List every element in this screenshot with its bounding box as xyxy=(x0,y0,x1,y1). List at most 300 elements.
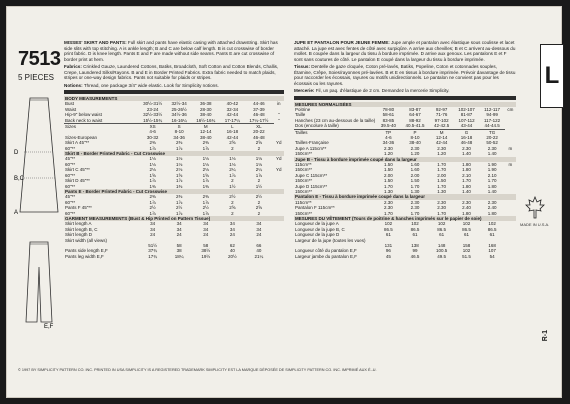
table-cell: 2 xyxy=(257,199,261,205)
table-cell: 8-10 xyxy=(410,134,420,140)
table-cell: 1⅛ xyxy=(255,156,263,162)
table-cell: 2⅛ xyxy=(202,167,209,173)
table-cell: 17¾ xyxy=(148,253,157,259)
table-cell: Yd xyxy=(276,167,282,173)
table-cell: 86.5 xyxy=(437,226,447,232)
table-cell: 71-76 xyxy=(435,112,448,118)
garment-measurement-row xyxy=(294,254,516,259)
table-cell: 60"** xyxy=(65,199,76,205)
table-cell: Largeur de la jupe (toutes les vues) xyxy=(295,237,366,243)
en-notions: Thread, one package 3/4" wide elastic. Look for Simplicity notions. xyxy=(83,82,219,88)
table-cell: Yd xyxy=(276,156,282,162)
table-cell: 62 xyxy=(229,242,235,248)
table-cell: 1.80 xyxy=(462,161,471,167)
table-cell: 99 xyxy=(412,248,418,254)
table-cell: Pants F 45"** xyxy=(65,205,92,211)
table-cell: Largeur jambe du pantalon E,F xyxy=(295,253,358,259)
table-cell: 1.40 xyxy=(487,189,497,194)
table-cell: 16½-16¾ xyxy=(196,117,216,123)
table-cell: 2⅛ xyxy=(149,167,156,173)
table-cell: 46-48 xyxy=(253,112,265,118)
table-cell: Skirt length B, C xyxy=(65,226,98,232)
table-cell: 34 xyxy=(203,221,209,227)
table-cell: 34 xyxy=(176,221,182,227)
table-cell: 61 xyxy=(412,232,418,238)
table-cell: Longueur côté du pantalon E,F xyxy=(295,248,357,254)
side-code: R-1 xyxy=(542,330,549,342)
table-cell: 42-42.5 xyxy=(434,123,450,129)
table-cell: 32½-33½ xyxy=(143,112,163,118)
table-cell: 2⅜ xyxy=(176,140,183,146)
garment-line-drawings xyxy=(14,92,64,332)
table-cell: 115cm** xyxy=(295,199,312,205)
body-measurement-row xyxy=(64,118,284,124)
table-cell: 1.80 xyxy=(462,183,471,189)
table-cell: 1⅞ xyxy=(202,145,209,151)
fr-mercerie: Fil, un paq. d'élastique de 2 cm. Demandez la mercerie Simplicity. xyxy=(315,88,450,93)
table-cell: 1⅜ xyxy=(149,183,156,189)
table-cell: 1.70 xyxy=(437,167,447,173)
table-cell: 61 xyxy=(489,232,495,238)
table-cell: 86.5 xyxy=(462,226,471,232)
fr-yardage-table xyxy=(294,102,516,260)
table-cell xyxy=(505,254,516,259)
table-cell: Bust xyxy=(65,101,75,107)
table-cell: 17-17¼ xyxy=(224,117,240,123)
table-cell: 2.30 xyxy=(437,199,447,205)
table-cell: 2 xyxy=(257,210,261,216)
table-cell: 34 xyxy=(203,226,209,232)
table-cell: 100.5 xyxy=(436,248,448,254)
table-cell: 1⅛ xyxy=(176,156,183,162)
fr-tissus-label: Tissus: xyxy=(294,64,310,69)
table-cell: 17¼-17½ xyxy=(249,117,269,123)
table-cell: 60"** xyxy=(65,210,76,216)
table-cell: 38-40 xyxy=(409,140,421,146)
table-cell: m xyxy=(508,161,513,167)
table-cell: 36-38 xyxy=(200,101,212,107)
table-cell: 4-6 xyxy=(385,134,392,140)
table-cell: 58 xyxy=(176,242,182,248)
table-cell: 39.5-40 xyxy=(380,123,396,129)
table-cell: 96 xyxy=(385,248,391,254)
table-cell: 1⅞ xyxy=(255,172,263,178)
french-column xyxy=(294,40,516,259)
table-cell: 49.5 xyxy=(437,253,447,259)
table-cell: 2 xyxy=(231,178,234,184)
table-cell: 34 xyxy=(176,226,182,232)
table-cell: in xyxy=(277,101,281,107)
table-cell: 1.50 xyxy=(383,161,393,167)
table-cell: Sizes xyxy=(64,124,138,130)
table-cell: 2.30 xyxy=(437,145,447,151)
table-cell: 83-87 xyxy=(409,106,421,112)
table-cell: 2⅜ xyxy=(202,194,209,200)
table-cell: Pantalon F 115cm** xyxy=(295,205,335,211)
table-cell: 1.80 xyxy=(487,183,497,189)
table-cell: 1½ xyxy=(255,183,263,189)
table-cell: 2½ xyxy=(202,205,209,211)
table-cell: Longueur de la jupe A xyxy=(295,221,339,227)
en-description: Full skirt and pants have elastic casing with attached drawstring. Skirt has side slits with top stitching. A is ankle length; B and C are below calf length. B is cut crosswise of border print fabric. D is knee length. Pants E and F are made without side seams. Pants E are cut crosswise of border print at hem. xyxy=(64,40,278,62)
table-cell: Skirt C 45"** xyxy=(65,167,90,173)
table-cell: 2⅝ xyxy=(229,205,236,211)
table-cell: 15½-15¾ xyxy=(143,117,163,123)
table-cell: 44-46 xyxy=(253,101,265,107)
table-cell: 83-85 xyxy=(382,117,395,123)
table-cell: 1⅞ xyxy=(176,199,183,205)
section-band-label: Skirt B - Border Printed Fabric - Cut Crosswise xyxy=(64,151,284,156)
table-cell: 61 xyxy=(385,232,391,238)
table-cell: Skirt A 45"** xyxy=(65,140,90,146)
table-cell: 34 xyxy=(256,226,262,232)
table-cell: 2.00 xyxy=(410,172,420,178)
table-cell: Jupe A 115cm** xyxy=(295,145,327,151)
table-cell: 86.5 xyxy=(410,226,420,232)
table-cell: 50-52 xyxy=(486,140,498,146)
fr-title: JUPE ET PANTALON POUR JEUNE FEMME: xyxy=(294,40,390,45)
table-cell: 20-22 xyxy=(253,129,265,135)
table-cell: 1⅞ xyxy=(202,178,209,184)
table-cell: 1.70 xyxy=(383,183,393,189)
table-cell: 2¼ xyxy=(255,167,263,173)
table-cell: 64-67 xyxy=(409,112,421,118)
table-cell: 60"** xyxy=(65,145,76,151)
table-cell: 1.50 xyxy=(383,167,393,173)
table-cell: 45 xyxy=(385,253,391,259)
table-cell: 1.60 xyxy=(410,161,420,167)
table-cell: 12-14 xyxy=(435,134,448,140)
table-cell: 1⅝ xyxy=(149,172,156,178)
table-cell: 107 xyxy=(488,248,496,254)
table-cell: 102 xyxy=(411,221,419,227)
fr-description: Jupe ample et pantalon avec élastique sous coulisse et lacet attaché. La jupe est avec fentes de côté avec surpiqûre. A arrive aux chevilles; B et C arrivent au-dessous du mollet. B coupée dans la largeur du tissu à bordure imprimée. D arrive aux genoux. Les pantalons E et F sont sans coutures de côté. Le pantalon E coupé dans la largeur du tissu à bordure imprimée. xyxy=(294,40,516,62)
table-cell: 34-36 xyxy=(173,134,185,140)
table-cell: 102-107 xyxy=(458,106,475,112)
table-cell: 131 xyxy=(384,243,393,249)
table-cell: 102 xyxy=(462,248,471,254)
table-cell: Skirt length A xyxy=(65,221,92,227)
view-label-ef: E,F xyxy=(44,324,54,330)
table-cell: 1⅞ xyxy=(202,199,209,205)
table-cell: 20-22 xyxy=(486,134,498,140)
section-band-label: Jupe B - Tissu à bordure imprimée coupé dans la largeur xyxy=(294,157,516,162)
table-cell: 1⅞ xyxy=(149,210,156,216)
table-cell: Pants side length E,F xyxy=(65,248,108,254)
table-cell: 2½ xyxy=(176,205,183,211)
table-cell: 1.70 xyxy=(437,183,447,189)
view-label-bc: B,C xyxy=(14,176,25,182)
table-cell: 2.00 xyxy=(437,172,447,178)
table-cell: 24 xyxy=(176,232,182,238)
table-cell: 150cm** xyxy=(295,151,313,157)
table-cell: 86.5 xyxy=(383,226,393,232)
table-cell: 16-16¼ xyxy=(171,117,187,123)
table-cell: 2⅜ xyxy=(176,194,183,200)
table-cell: 24 xyxy=(203,232,209,238)
table-cell: 34 xyxy=(229,226,235,232)
table-cell: 2⅜ xyxy=(149,194,156,200)
table-cell: 60"** xyxy=(65,183,76,189)
table-cell: 23-24 xyxy=(146,106,159,112)
table-cell: 158 xyxy=(462,243,471,249)
table-cell: 28-30 xyxy=(200,106,212,112)
table-cell: Poitrine xyxy=(295,106,311,112)
table-cell: 2.30 xyxy=(462,199,471,205)
table-cell: 60"** xyxy=(65,172,76,178)
table-cell: 38½ xyxy=(201,248,211,254)
fr-tissus: Dentelle de gaze cloquée, Coton pré-lavés, Batiks, Popeline, Coton et cotonnades souples, Étamine, Crêpe, Soies/rayonnes pré-lavées. B et E en tissus à bordure imprimée. Prévoir davantage de tissu pour raccorder les écossais, rayures ou motifs unidirectionnels. Le pantalon ne convient pas pour les écossais ou les rayures. xyxy=(294,64,516,86)
table-cell: 43-44 xyxy=(460,123,473,129)
table-cell: Jupe C 115cm** xyxy=(295,172,328,178)
table-cell: 117-122 xyxy=(484,117,501,123)
table-cell: 1⅜ xyxy=(176,183,183,189)
table-cell: 1⅞ xyxy=(176,178,183,184)
size-tab: L xyxy=(540,44,564,108)
table-cell: 51½ xyxy=(148,242,157,248)
table-cell: 2.30 xyxy=(410,145,420,151)
table-cell: 1.40 xyxy=(462,189,471,194)
table-cell: 1⅞ xyxy=(149,178,156,184)
table-cell: Pants leg width E,F xyxy=(65,253,104,259)
table-cell: 150cm** xyxy=(295,178,313,184)
section-band-label: Pants E - Border Printed Fabric - Cut Crosswise xyxy=(64,189,284,194)
table-cell: Skirt D 45"** xyxy=(65,178,90,184)
table-cell: 1.90 xyxy=(487,161,497,167)
table-cell: 81-87 xyxy=(460,112,473,118)
table-cell: 78-80 xyxy=(382,106,395,112)
table-cell: 42-44 xyxy=(226,112,239,118)
table-cell: 1.70 xyxy=(462,178,471,184)
table-cell: 2.30 xyxy=(487,199,497,205)
table-cell: 1⅝ xyxy=(202,172,209,178)
table-cell: 1.70 xyxy=(437,210,447,216)
section-band-label: MESURES DU VÊTEMENT (Tours de poitrine & hanches imprimés sur le papier de soie) xyxy=(294,216,516,221)
table-cell: 102 xyxy=(488,221,496,227)
table-cell: 1.40 xyxy=(462,151,471,157)
table-cell: 2⅝ xyxy=(255,205,263,211)
table-cell: XS xyxy=(138,124,167,130)
table-cell: 4-6 xyxy=(149,129,156,135)
table-cell: L xyxy=(220,124,244,130)
table-cell: 2.30 xyxy=(383,145,393,151)
table-cell: Tailles-Française xyxy=(295,140,329,146)
table-cell: 61 xyxy=(439,232,445,238)
table-cell: 58 xyxy=(203,242,209,248)
english-column xyxy=(64,40,284,259)
table-cell: 54 xyxy=(489,253,495,259)
table-cell: 102 xyxy=(437,221,446,227)
table-cell: 2.30 xyxy=(487,145,497,151)
table-cell: 1.20 xyxy=(437,151,447,157)
table-cell: 2⅝ xyxy=(229,140,236,146)
table-cell: Hanches (23 cm au-dessous de la taille) xyxy=(295,117,376,123)
table-cell: Skirt length D xyxy=(65,232,93,238)
table-cell: cm xyxy=(507,106,514,112)
en-yardage-table xyxy=(64,96,284,259)
table-cell: Longueur de la jupe D xyxy=(295,232,340,238)
pattern-number: 7513 xyxy=(18,48,61,70)
table-cell: 24 xyxy=(150,232,156,238)
table-cell: 2½ xyxy=(255,194,263,200)
table-cell: 40 xyxy=(256,248,262,254)
table-cell: Skirt width (all views) xyxy=(65,237,108,243)
table-cell: 1⅞ xyxy=(229,172,236,178)
table-cell: 42-44 xyxy=(435,140,448,146)
table-cell: 1.50 xyxy=(437,178,447,184)
table-cell: 32-34 xyxy=(226,106,239,112)
table-cell: Hip-9" below waist xyxy=(65,112,102,118)
table-cell: 150cm** xyxy=(295,167,313,173)
table-cell: 32½-34 xyxy=(171,101,187,107)
divider-bar xyxy=(64,90,284,94)
table-cell: 16-18 xyxy=(226,129,239,135)
table-cell: 45"** xyxy=(65,194,76,200)
table-cell: 1⅛ xyxy=(202,161,209,167)
table-cell: 2.30 xyxy=(383,199,393,205)
table-cell: 88-92 xyxy=(409,117,421,123)
table-cell: 34 xyxy=(256,221,262,227)
table-cell: 25-26½ xyxy=(171,106,187,112)
table-cell: 1⅝ xyxy=(176,172,183,178)
table-cell: 1⅛ xyxy=(149,161,156,167)
table-cell: Longueur de la jupe B, C xyxy=(295,226,345,232)
table-cell: m xyxy=(508,145,513,151)
table-cell: 1.50 xyxy=(383,178,393,184)
section-band-label: BODY MEASUREMENTS xyxy=(64,96,284,101)
table-cell: 150cm** xyxy=(295,210,313,216)
table-cell: 37-39 xyxy=(253,106,265,112)
table-cell: 58-61 xyxy=(382,112,395,118)
table-cell: 2.30 xyxy=(410,205,420,211)
divider-bar xyxy=(294,96,516,100)
table-cell: 1⅛ xyxy=(255,161,263,167)
table-cell: 1⅞ xyxy=(149,145,156,151)
table-cell: 34½-36 xyxy=(171,112,187,118)
table-cell: 2.40 xyxy=(462,205,471,211)
table-cell: 2.40 xyxy=(487,205,497,211)
table-cell: 2¼ xyxy=(229,167,236,173)
en-notions-label: Notions: xyxy=(64,82,83,88)
table-cell: 2 xyxy=(257,178,261,184)
table-cell: 46-48 xyxy=(253,134,265,140)
copyright-footer: © 1997 BY SIMPLICITY PATTERN CO. INC. PRINTED IN USA SIMPLICITY IS A REGISTERED TRADEMARK SIMPLICITY EST LA MARQUE DÉPOSÉE DE SIMPLICITY PATTERN CO. INC. IMPRIMÉ AUX É.-U. xyxy=(18,368,377,372)
table-cell: 102 xyxy=(384,221,393,227)
table-cell: 2.10 xyxy=(462,172,471,178)
table-cell: 30-32 xyxy=(146,134,159,140)
table-cell: G xyxy=(454,129,480,135)
table-cell: 1.30 xyxy=(410,189,420,194)
table-cell: 94-99 xyxy=(486,112,498,118)
fr-mercerie-label: Mercerie: xyxy=(294,88,315,93)
table-cell: 1⅞ xyxy=(176,145,183,151)
table-cell: 38-40 xyxy=(200,134,212,140)
table-cell: 2.30 xyxy=(437,205,447,211)
table-cell xyxy=(274,254,284,259)
table-cell: 1.30 xyxy=(383,189,393,194)
table-cell: Dos (encolure à taille) xyxy=(295,123,339,129)
table-cell: M xyxy=(430,129,454,135)
table-cell: 18¼ xyxy=(174,253,184,259)
table-cell: 61 xyxy=(464,232,470,238)
table-cell: 1.30 xyxy=(437,189,447,194)
table-cell: 1.60 xyxy=(410,167,420,173)
table-cell: 102 xyxy=(462,221,471,227)
table-cell: 2.30 xyxy=(383,205,393,211)
table-cell: 168 xyxy=(488,243,496,249)
table-cell: Sizes-European xyxy=(65,134,98,140)
table-cell: 21¼ xyxy=(254,253,264,259)
table-cell: 38-40 xyxy=(200,112,212,118)
table-cell: 1⅛ xyxy=(202,156,209,162)
table-cell: 46.5 xyxy=(410,253,420,259)
table-cell: 34 xyxy=(229,221,235,227)
table-cell: 66 xyxy=(256,242,262,248)
table-cell: 2½ xyxy=(229,194,236,200)
table-cell: 1.80 xyxy=(487,210,497,216)
table-cell: 1.40 xyxy=(487,151,497,157)
table-cell: 45"** xyxy=(65,156,76,162)
table-cell: 115cm** xyxy=(295,161,312,167)
table-cell: 2 xyxy=(231,145,234,151)
table-cell: 2 xyxy=(231,210,234,216)
en-fabrics-label: Fabrics: xyxy=(64,64,82,69)
en-fabrics: Crinkled Gauze, Laundered Cottons, Batiks, Broadcloth, Soft Cotton and Cotton Blends, Challis, Crepe, Laundered Silks/Rayons. B and E in Border Printed Fabrics. Extra fabric needed to match plaids, stripes or one-way design fabrics. Pants not suitable for plaids or stripes. xyxy=(64,64,279,80)
table-cell: 24 xyxy=(229,232,235,238)
table-cell: 1⅞ xyxy=(176,210,183,216)
table-cell: 2 xyxy=(231,199,234,205)
table-cell: 1.70 xyxy=(383,210,393,216)
section-band-label: Pantalon E - Tissu à bordure imprimée coupé dans la largeur xyxy=(294,194,516,199)
table-cell: 2⅜ xyxy=(149,140,156,146)
table-cell: 38 xyxy=(176,248,182,254)
table-cell: 24 xyxy=(256,232,262,238)
table-cell: 1.70 xyxy=(410,183,420,189)
table-cell: TP xyxy=(376,129,400,135)
table-cell: 12-14 xyxy=(200,129,212,135)
table-cell: 34 xyxy=(150,226,156,232)
table-cell: Yd xyxy=(276,140,282,146)
table-cell: 8-10 xyxy=(174,129,184,135)
table-cell: 1⅞ xyxy=(149,199,156,205)
table-cell: 1.20 xyxy=(383,151,393,157)
table-cell: 30½-31½ xyxy=(143,101,163,107)
table-cell: " xyxy=(277,112,280,118)
view-label-d: D xyxy=(14,150,19,156)
table-cell: 46-48 xyxy=(460,140,473,146)
table-cell: Tailles xyxy=(294,129,376,135)
table-cell: 16-18 xyxy=(460,134,473,140)
table-cell: 40-42 xyxy=(226,101,239,107)
table-cell: P xyxy=(400,129,429,135)
table-cell: 1.20 xyxy=(410,151,420,157)
table-cell: 1⅜ xyxy=(202,183,209,189)
table-cell: 2⅝ xyxy=(255,140,263,146)
table-cell: 92-97 xyxy=(435,106,448,112)
garment-measurement-row xyxy=(64,254,284,259)
table-cell xyxy=(505,123,516,129)
table-cell: 1.80 xyxy=(462,210,471,216)
table-cell: 138 xyxy=(411,243,419,249)
en-title: MISSES' SKIRT AND PANTS: xyxy=(64,40,127,45)
table-cell: 1½ xyxy=(229,183,236,189)
table-cell: 1.90 xyxy=(487,167,497,173)
table-cell: 2.30 xyxy=(410,199,420,205)
table-cell: 2 xyxy=(257,145,261,151)
table-cell: Taille xyxy=(295,112,306,118)
table-cell: 1.50 xyxy=(410,178,420,184)
table-cell: 1⅛ xyxy=(229,156,236,162)
